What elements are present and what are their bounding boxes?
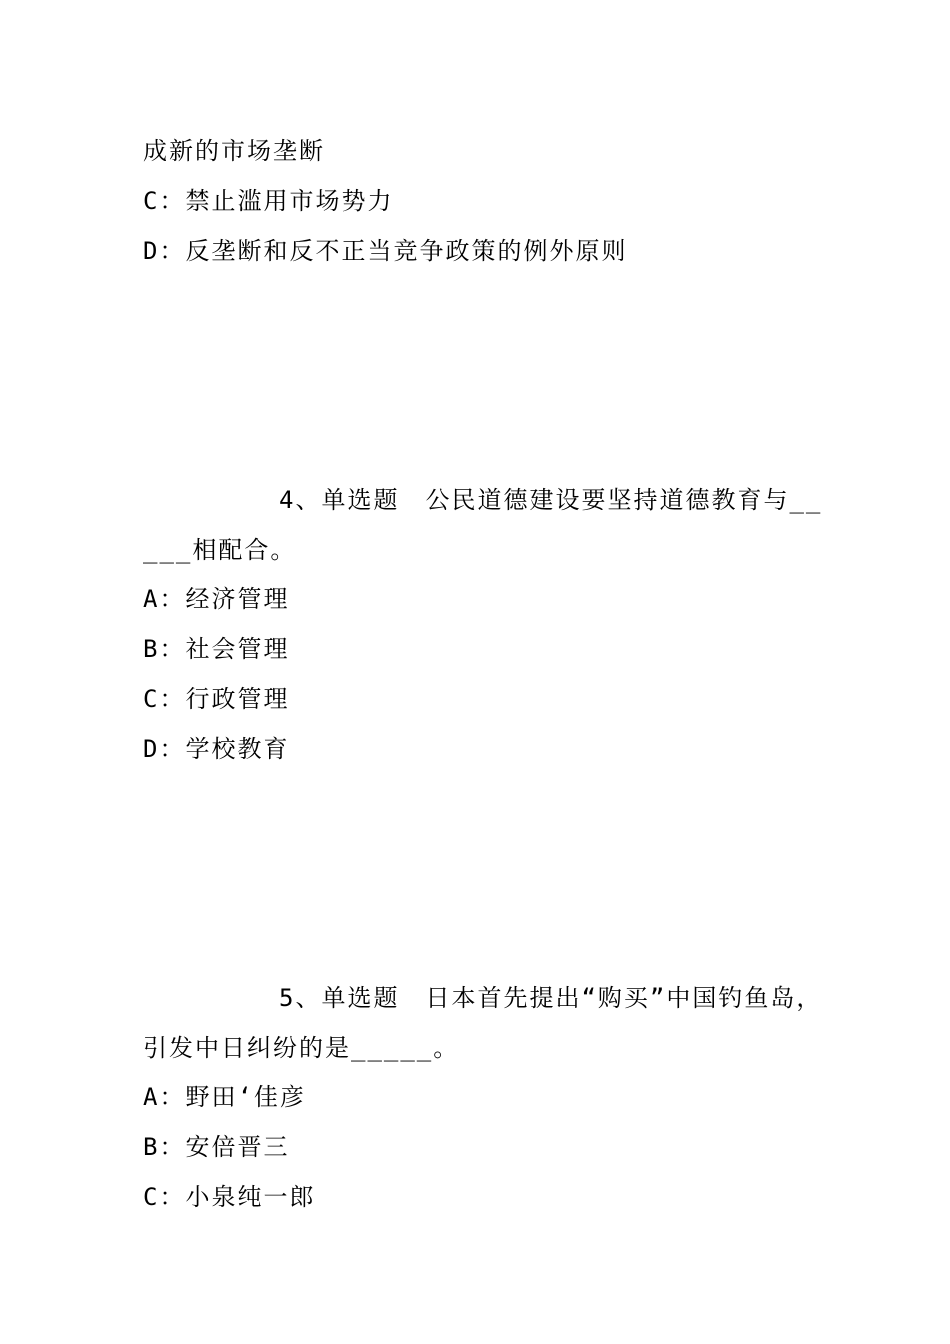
q4-option-b: B：社会管理 (143, 635, 290, 663)
prev-option-d: D：反垄断和反不正当竞争政策的例外原则 (143, 237, 628, 265)
q5-stem-line1: 5、单选题 日本首先提出“购买”中国钓鱼岛， (279, 984, 823, 1012)
q5-stem-line2: 引发中日纠纷的是_____。 (143, 1034, 460, 1062)
q4-stem-line1: 4、单选题 公民道德建设要坚持道德教育与__ (279, 486, 823, 514)
prev-option-c: C：禁止滥用市场势力 (143, 187, 394, 215)
q4-option-d: D：学校教育 (143, 735, 290, 763)
prev-question-continuation: 成新的市场垄断 (143, 137, 325, 165)
q5-option-a: A：野田‘佳彦 (143, 1083, 306, 1111)
q4-option-c: C：行政管理 (143, 685, 290, 713)
q4-stem-line2: ___相配合。 (143, 536, 297, 564)
q5-option-c: C：小泉纯一郎 (143, 1183, 316, 1211)
q5-option-b: B：安倍晋三 (143, 1133, 290, 1161)
q4-option-a: A：经济管理 (143, 585, 290, 613)
